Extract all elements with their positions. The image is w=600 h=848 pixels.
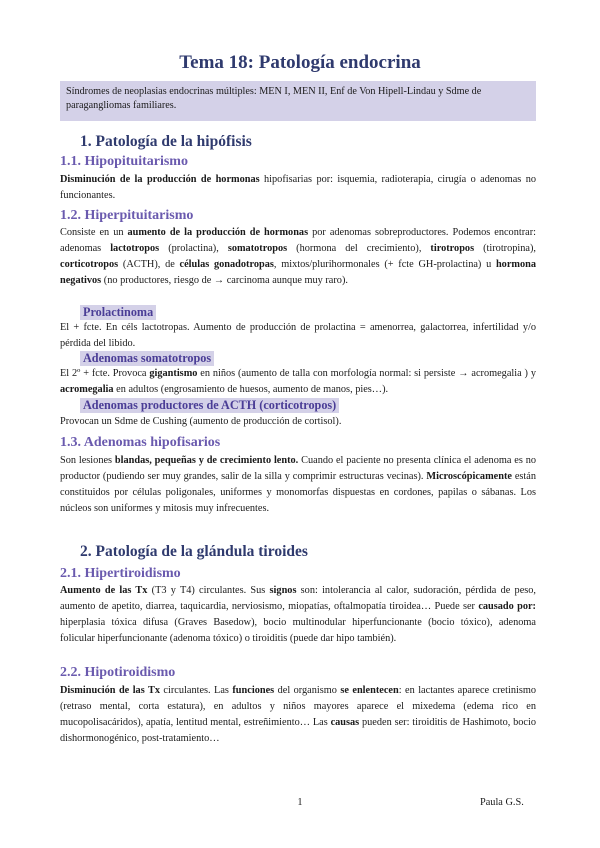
text: hiperplasia tóxica difusa (Graves Basedow), bocio multinodular hiperfuncionante (bocio tóxico), adenoma folicular hiperfuncionante (adenoma tóxico) o tiroiditis (puede dar hipo también). [60, 617, 536, 645]
bold-text: hormona negativos [60, 259, 536, 287]
subsection-heading-hipertiroidismo: 2.1. Hipertiroidismo [60, 566, 181, 581]
section-heading-tiroides: 2. Patología de la glándula tiroides [80, 543, 308, 560]
heading-prolactinoma: Prolactinoma [80, 305, 156, 320]
text: (hormona del crecimiento), [287, 243, 431, 255]
text: hipofisarias por: isquemia, radioterapia, cirugía o adenomas no funcionantes. [60, 174, 536, 202]
heading-adenomas-acth: Adenomas productores de ACTH (corticotropos) [80, 398, 339, 413]
bold-text: Microscópicamente [426, 471, 512, 483]
paragraph-adenomas-acth: Provocan un Sdme de Cushing (aumento de producción de cortisol). [60, 416, 342, 427]
bold-text: Disminución de la producción de hormonas [60, 174, 260, 185]
paragraph-hipotiroidismo [60, 683, 536, 747]
text: (T3 y T4) circulantes. Sus [147, 585, 270, 596]
bold-text: células gonadotropas [179, 259, 274, 271]
subsection-heading-hipotiroidismo: 2.2. Hipotiroidismo [60, 665, 176, 680]
text: (prolactina), [159, 243, 228, 255]
text: del organismo [274, 685, 341, 696]
text: Consiste en un [60, 227, 128, 238]
author-name: Paula G.S. [480, 797, 524, 808]
section-heading-hipofisis: 1. Patología de la hipófisis [80, 133, 252, 150]
paragraph-adenomas-hipofisarios [60, 453, 536, 517]
paragraph-hipopituitarismo [60, 172, 536, 204]
paragraph-hiperpituitarismo [60, 225, 536, 289]
text: El 2º + fcte. Provoca [60, 368, 150, 379]
subsection-heading-adenomas-hipofisarios: 1.3. Adenomas hipofisarios [60, 435, 221, 450]
text: (ACTH), de [118, 259, 180, 271]
bold-text: lactotropos [110, 243, 160, 255]
page-title: Tema 18: Patología endocrina [179, 52, 421, 73]
heading-adenomas-somatotropos: Adenomas somatotropos [80, 351, 214, 366]
text: están constituidos por células poligonales, uniformes y monomorfas dispuestas en cordones, papilas o sábanas. Los núcleos son uniformes y mitosis muy infrecuentes. [60, 471, 536, 515]
bold-text: tirotropos [430, 243, 475, 255]
text: (no productores, riesgo de → carcinoma aunque muy raro). [101, 275, 348, 287]
bold-text: acromegalia [60, 384, 114, 396]
subsection-heading-hipopituitarismo: 1.1. Hipopituitarismo [60, 154, 188, 169]
paragraph-adenomas-somatotropos [60, 366, 536, 398]
subsection-heading-hiperpituitarismo: 1.2. Hiperpituitarismo [60, 208, 194, 223]
bold-text: signos [269, 585, 297, 596]
bold-text: funciones [232, 685, 275, 696]
bold-text: corticotropos [60, 259, 119, 271]
bold-text: causado por: [478, 601, 536, 613]
bold-text: somatotropos [227, 243, 288, 255]
bold-text: se enlentecen [340, 685, 399, 696]
bold-text: gigantismo [149, 368, 198, 379]
bold-text: Aumento de las Tx [60, 585, 148, 596]
page-number: 1 [297, 797, 303, 808]
text: (tirotropina), [474, 243, 536, 255]
bold-text: blandas, pequeñas y de crecimiento lento. [114, 455, 299, 466]
text: , mixtos/plurihormonales (+ fcte GH-prolactina) u [273, 259, 496, 271]
paragraph-hipertiroidismo [60, 583, 536, 647]
text: circulantes. Las [159, 685, 233, 696]
paragraph-prolactinoma: El + fcte. En céls lactotropas. Aumento de producción de prolactina = amenorrea, galactorrea, infertilidad y/o pérdida del libido. [60, 322, 536, 350]
text: : en lactantes aparece cretinismo (retraso mental, corta estatura), en adultos y niños mayores aparece el mixedema (edema rico en mucopolisacáridos), apatía, lentitud mental, estreñimiento… Las [60, 685, 536, 729]
text: pueden ser: tiroiditis de Hashimoto, bocio dishormonogénico, post-tratamiento… [60, 717, 536, 745]
text: en adultos (engrosamiento de huesos, aumento de manos, pies…). [113, 384, 389, 396]
text: son: intolerancia al calor, sudoración, pérdida de peso, aumento de apetito, diarrea, taquicardia, nerviosismo, miopatías, oftalmopatía tiroidea… Puede ser [60, 585, 536, 613]
bold-text: causas [330, 717, 360, 729]
bold-text: aumento de la producción de hormonas [127, 227, 309, 238]
text: Cuando el paciente no presenta clínica el adenoma es no productor (pudiendo ser muy grandes, salir de la silla y comprimir estructuras vecinas). [60, 455, 536, 483]
text: Son lesiones [60, 455, 115, 466]
text: en niños (aumento de talla con morfología normal: si persiste → acromegalia ) y [197, 368, 536, 379]
bold-text: Disminución de las Tx [60, 685, 160, 696]
text: por adenomas sobreproductores. Podemos encontrar: adenomas [60, 227, 536, 255]
intro-note-box: Síndromes de neoplasias endocrinas múltiples: MEN I, MEN II, Enf de Von Hipell-Lindau y Sdme de paragangliomas familiares. [60, 81, 536, 121]
